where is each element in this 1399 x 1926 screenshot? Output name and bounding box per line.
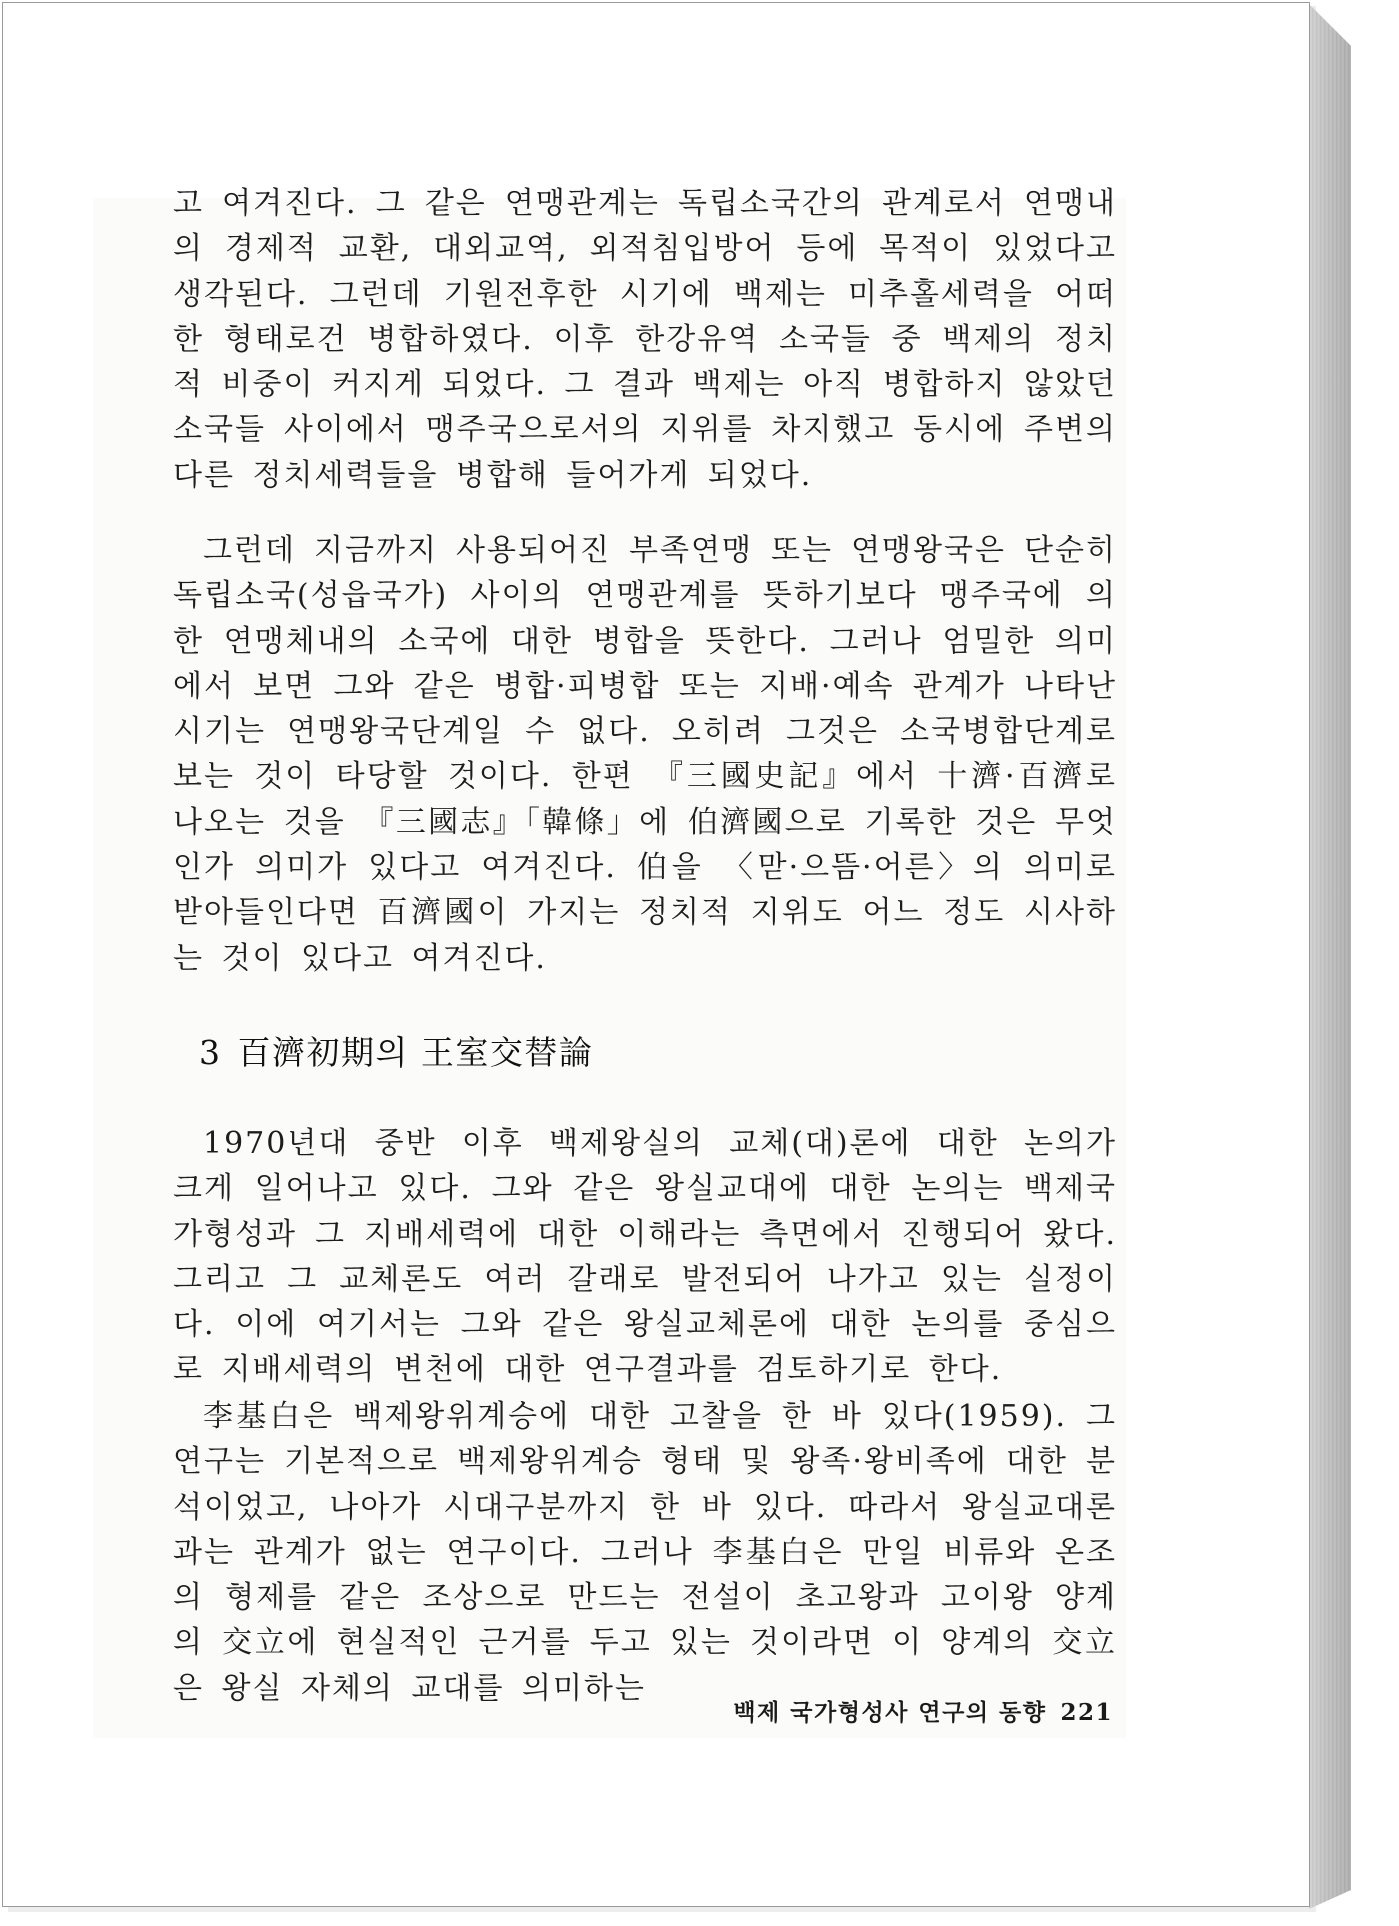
section-heading	[199, 1031, 593, 1075]
page-stack-edge	[1309, 4, 1351, 1909]
section-title: 百濟初期의 王室交替論	[237, 1033, 594, 1072]
paragraph-royal-replacement: 1970년대 중반 이후 백제왕실의 교체(대)론에 대한 논의가 크게 일어나고 있다. 그와 같은 왕실교대에 대한 논의는 백제국가형성과 그 지배세력에 대한 이해라는 측면에서 진행되어 왔다. 그리고 그 교체론도 여러 갈래로 발전되어 나가고 있는 실정이다. 이에 여기서는 그와 같은 왕실교체론에 대한 논의를 중심으로 지배세력의 변천에 대한 연구결과를 검토하기로 한다.	[173, 1126, 1117, 1388]
page-number: 221	[1060, 1699, 1113, 1726]
book-page	[2, 2, 1310, 1907]
running-title: 백제 국가형성사 연구의 동향	[733, 1699, 1047, 1726]
running-footer	[689, 1697, 1113, 1729]
paragraph-continued: 고 여겨진다. 그 같은 연맹관계는 독립소국간의 관계로서 연맹내의 경제적 교환, 대외교역, 외적침입방어 등에 목적이 있었다고 생각된다. 그런데 기원전후한 시기에 백제는 미추홀세력을 어떠한 형태로건 병합하였다. 이후 한강유역 소국들 중 백제의 정치적 비중이 커지게 되었다. 그 결과 백제는 아직 병합하지 않았던 소국들 사이에서 맹주국으로서의 지위를 차지했고 동시에 주변의 다른 정치세력들을 병합해 들어가게 되었다.	[173, 186, 1117, 493]
paragraph-lee-kibaek: 李基白은 백제왕위계승에 대한 고찰을 한 바 있다(1959). 그 연구는 기본적으로 백제왕위계승 형태 및 왕족·왕비족에 대한 분석이었고, 나아가 시대구분까지 한 바 있다. 따라서 왕실교대론과는 관계가 없는 연구이다. 그러나 李基白은 만일 비류와 온조의 형제를 같은 조상으로 만드는 전설이 초고왕과 고이왕 양계의 交立에 현실적인 근거를 두고 있는 것이라면 이 양계의 交立은 왕실 자체의 교대를 의미하는	[173, 1399, 1117, 1706]
section-number: 3	[199, 1033, 222, 1072]
paragraph-federation: 그런데 지금까지 사용되어진 부족연맹 또는 연맹왕국은 단순히 독립소국(성읍국가) 사이의 연맹관계를 뜻하기보다 맹주국에 의한 연맹체내의 소국에 대한 병합을 뜻한다. 그러나 엄밀한 의미에서 보면 그와 같은 병합·피병합 또는 지배·예속 관계가 나타난 시기는 연맹왕국단계일 수 없다. 오히려 그것은 소국병합단계로 보는 것이 타당할 것이다. 한편 『三國史記』에서 十濟·百濟로 나오는 것을 『三國志』「韓條」에 伯濟國으로 기록한 것은 무엇인가 의미가 있다고 여겨진다. 伯을 〈맏·으뜸·어른〉의 의미로 받아들인다면 百濟國이 가지는 정치적 지위도 어느 정도 시사하는 것이 있다고 여겨진다.	[173, 533, 1117, 976]
